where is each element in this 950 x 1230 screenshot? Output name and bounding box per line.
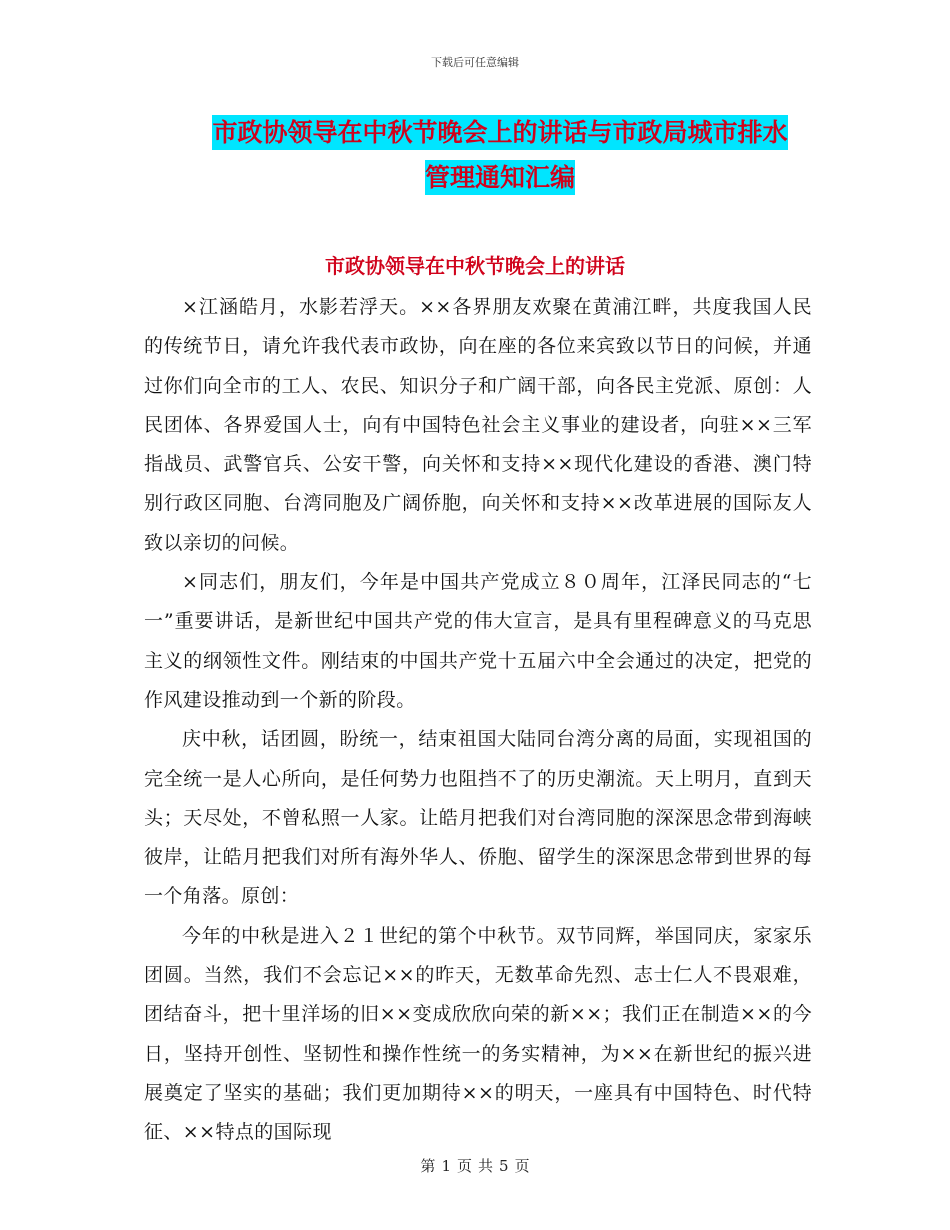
footer-prefix: 第 xyxy=(420,1157,436,1175)
paragraph: ×同志们，朋友们，今年是中国共产党成立８０周年，江泽民同志的“七一”重要讲话，是新世纪中国共产党的伟大宣言，是具有里程碑意义的马克思主义的纲领性文件。刚结束的中国共产党十五届六中全会通过的决定，把党的作风建设推动到一个新的阶段。 xyxy=(144,571,812,711)
footer-total-prefix: 共 xyxy=(478,1157,494,1175)
paragraph: ×江涵皓月，水影若浮天。××各界朋友欢聚在黄浦江畔，共度我国人民的传统节日，请允许我代表市政协，向在座的各位来宾致以节日的问候，并通过你们向全市的工人、农民、知识分子和广阔干部，向各民主党派、原创：人民团体、各界爱国人士，向有中国特色社会主义事业的建设者，向驻××三军指战员、武警官兵、公安干警，向关怀和支持××现代化建设的香港、澳门特别行政区同胞、台湾同胞及广阔侨胞，向关怀和支持××改革进展的国际友人致以亲切的问候。 xyxy=(144,296,812,554)
footer-page-unit: 页 xyxy=(456,1157,472,1175)
title-line-2: 管理通知汇编 xyxy=(425,160,575,195)
header-note: 下载后可任意编辑 xyxy=(431,56,519,69)
footer-total-pages: 5 xyxy=(499,1157,509,1175)
page-footer xyxy=(0,1155,950,1176)
title-line-1: 市政协领导在中秋节晚会上的讲话与市政局城市排水 xyxy=(212,115,787,150)
document-title xyxy=(190,110,810,200)
body-text xyxy=(144,288,812,1153)
section-title: 市政协领导在中秋节晚会上的讲话 xyxy=(325,254,625,278)
footer-total-unit: 页 xyxy=(514,1157,530,1175)
paragraph: 今年的中秋是进入２１世纪的第个中秋节。双节同辉，举国同庆，家家乐团圆。当然，我们不会忘记××的昨天，无数革命先烈、志士仁人不畏艰难，团结奋斗，把十里洋场的旧××变成欣欣向荣的新××；我们正在制造××的今日，坚持开创性、坚韧性和操作性统一的务实精神，为××在新世纪的振兴进展奠定了坚实的基础；我们更加期待××的明天，一座具有中国特色、时代特征、××特点的国际现 xyxy=(144,924,812,1144)
paragraph: 庆中秋，话团圆，盼统一，结束祖国大陆同台湾分离的局面，实现祖国的完全统一是人心所向，是任何势力也阻挡不了的历史潮流。天上明月，直到天头；天尽处，不曾私照一人家。让皓月把我们对台湾同胞的深深思念带到海峡彼岸，让皓月把我们对所有海外华人、侨胞、留学生的深深思念带到世界的每一个角落。原创： xyxy=(144,728,812,908)
footer-page-number: 1 xyxy=(441,1157,451,1175)
